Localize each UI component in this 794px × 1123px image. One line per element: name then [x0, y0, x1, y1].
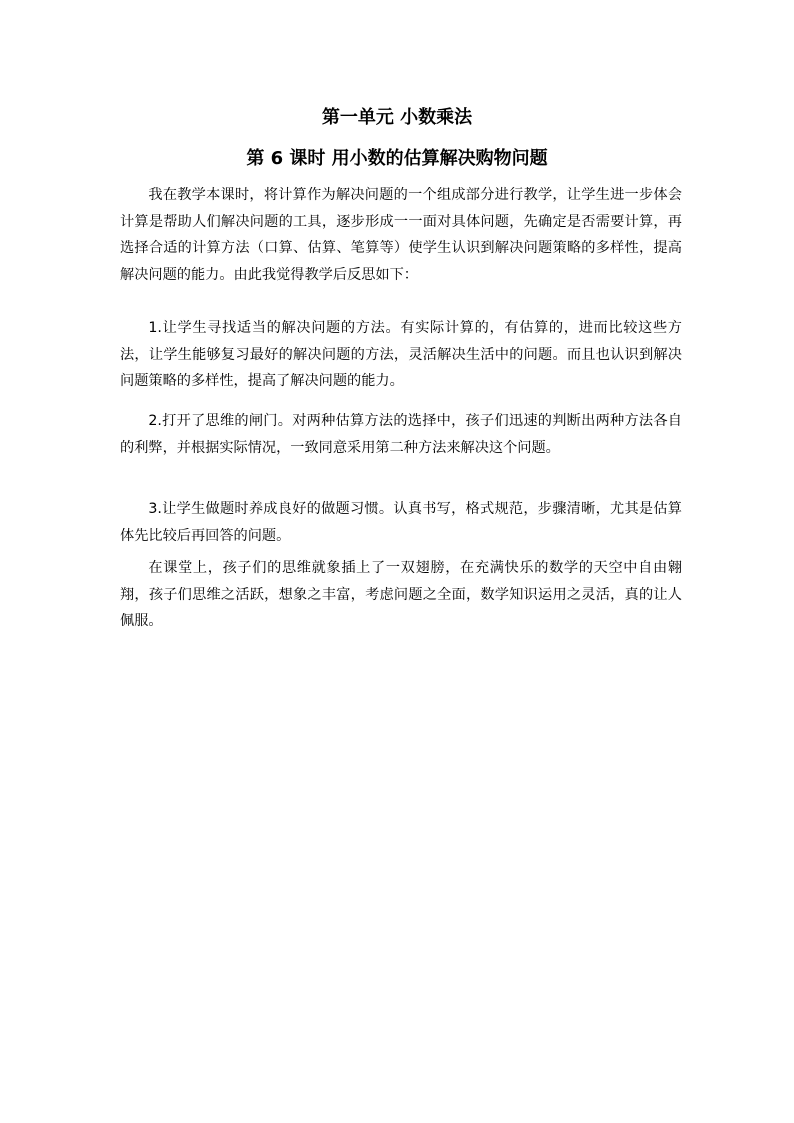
intro-paragraph: 我在教学本课时，将计算作为解决问题的一个组成部分进行教学，让学生进一步体会计算是帮助人们解决问题的工具，逐步形成一一面对具体问题，先确定是否需要计算，再选择合适的计算方法（口算、估算、笔算等）使学生认识到解决问题策略的多样性，提高解决问题的能力。由此我觉得教学后反思如下：: [120, 187, 682, 283]
reflection-item-1: 1.让学生寻找适当的解决问题的方法。有实际计算的，有估算的，进而比较这些方法，让学生能够复习最好的解决问题的方法，灵活解决生活中的问题。而且也认识到解决问题策略的多样性，提高了解决问题的能力。: [120, 320, 682, 390]
unit-title: 第一单元 小数乘法: [321, 107, 473, 128]
lesson-title: 第 6 课时 用小数的估算解决购物问题: [246, 148, 548, 169]
reflection-item-3: 3.让学生做题时养成良好的做题习惯。认真书写，格式规范，步骤清晰，尤其是估算体先比较后再回答的问题。: [120, 501, 682, 544]
reflection-item-2: 2.打开了思维的闸门。对两种估算方法的选择中，孩子们迅速的判断出两种方法各自的利弊，并根据实际情况，一致同意采用第二种方法来解决这个问题。: [120, 413, 682, 456]
closing-paragraph: 在课堂上，孩子们的思维就象插上了一双翅膀，在充满快乐的数学的天空中自由翱翔，孩子们思维之活跃，想象之丰富，考虑问题之全面，数学知识运用之灵活，真的让人佩服。: [120, 560, 682, 630]
